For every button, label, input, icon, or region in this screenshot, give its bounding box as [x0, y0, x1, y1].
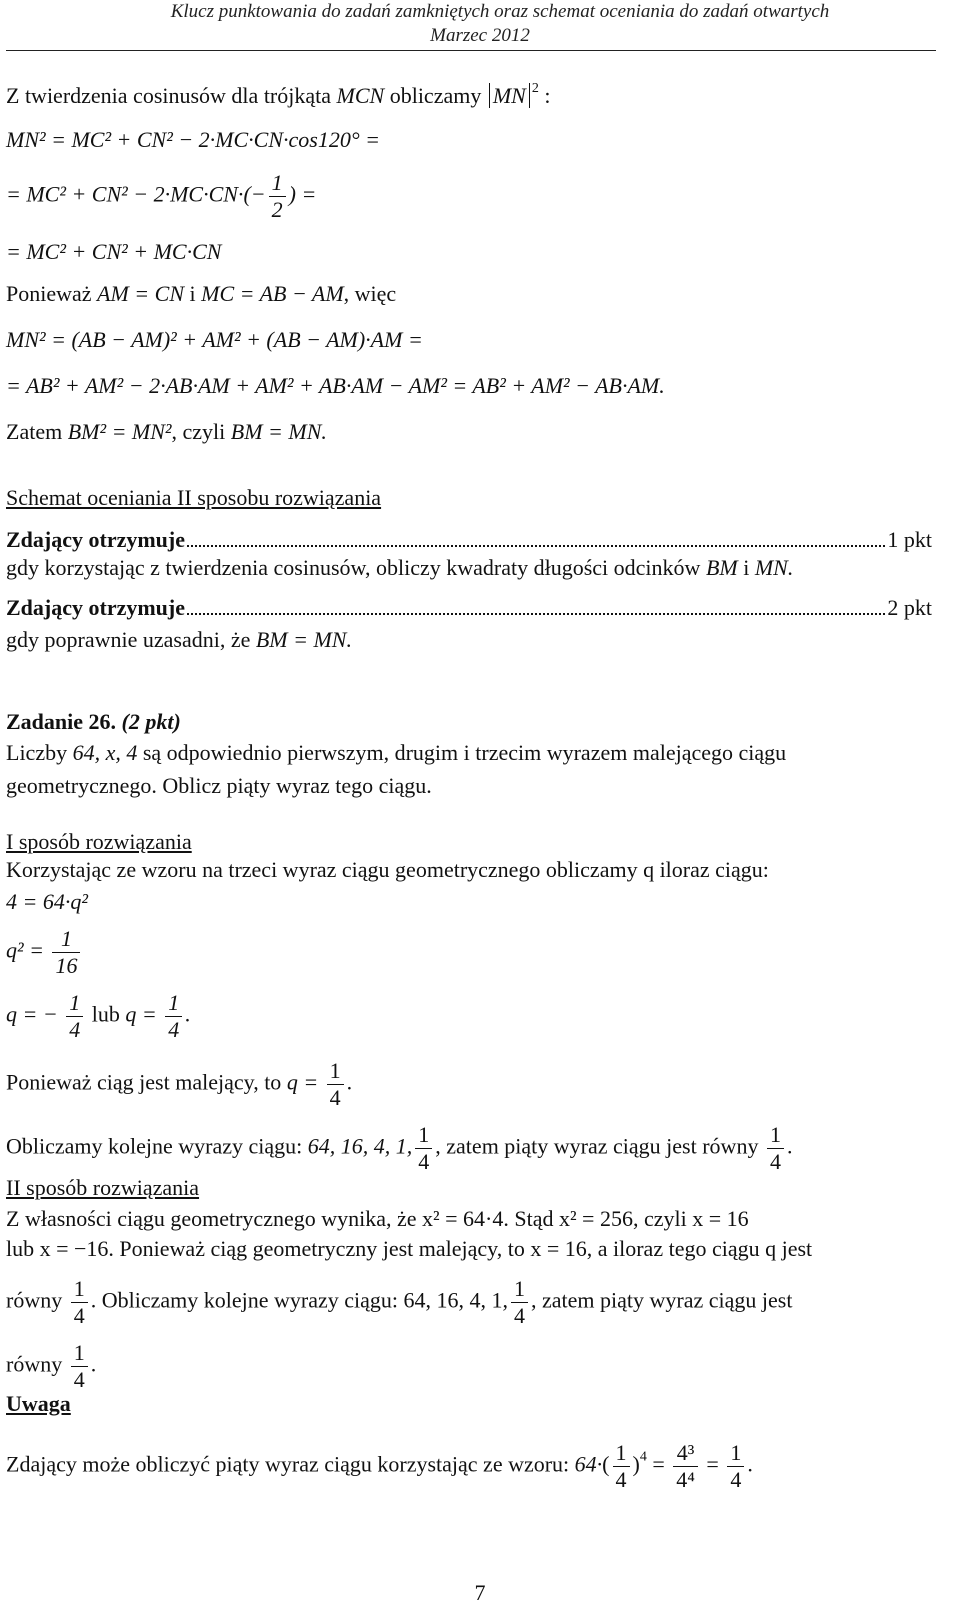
- equals-sign: =: [706, 1451, 719, 1477]
- fraction-denominator: 4: [514, 1303, 525, 1328]
- thus-equation-a: BM² = MN²: [67, 419, 172, 444]
- score-row-2: [6, 594, 932, 622]
- equation-2: = MC² + CN² − 2·MC·CN·(− $\frac{1}{2}$ ) =: [6, 170, 317, 222]
- since-word: Ponieważ: [6, 281, 92, 306]
- fraction-denominator: 4: [615, 1467, 627, 1492]
- equation-3: = MC² + CN² + MC·CN: [6, 239, 222, 264]
- header-title: Klucz punktowania do zadań zamkniętych oraz schemat oceniania do zadań otwartych: [170, 1, 830, 22]
- fraction-quarter: [71, 1276, 88, 1329]
- fraction-denominator: 16: [55, 953, 78, 978]
- fraction-denominator: 4: [73, 1303, 85, 1328]
- fraction-numerator: 1: [165, 990, 182, 1017]
- fraction-power: [673, 1440, 698, 1493]
- q-negative: q = −: [6, 1001, 58, 1027]
- since-condition-b: MC = AB − AM: [201, 281, 344, 306]
- page-header: [0, 0, 960, 48]
- method-1-since: [6, 1058, 352, 1111]
- since-conjunction: i: [189, 281, 196, 306]
- task-statement: [6, 738, 932, 768]
- fraction-numerator: 1: [71, 1340, 88, 1367]
- period: .: [185, 1001, 191, 1027]
- fraction-numerator: 1: [52, 926, 80, 953]
- task-text-b: są odpowiednio pierwszym, drugim i trzecim wyrazem malejącego ciągu: [142, 740, 787, 765]
- fraction-1-16: [52, 926, 80, 979]
- equation-2-start: = MC² + CN² − 2·MC·CN·: [6, 181, 244, 207]
- terms-text: Obliczamy kolejne wyrazy ciągu:: [6, 1133, 303, 1159]
- fraction-quarter: [415, 1122, 432, 1175]
- method-1-eq2: [6, 926, 83, 979]
- cosine-intro-text: Z twierdzenia cosinusów dla trójkąta: [6, 83, 332, 108]
- fraction-numerator: 1: [66, 990, 83, 1017]
- dot-leader: [187, 613, 885, 615]
- fraction-denominator: 4: [69, 1017, 81, 1042]
- fraction-numerator: 1: [767, 1122, 784, 1149]
- method-2-line1: Z własności ciągu geometrycznego wynika, że x² = 64·4. Stąd x² = 256, czyli x = 16: [6, 1206, 749, 1231]
- dot-leader: [187, 545, 885, 547]
- score-row-1-label: Zdający otrzymuje: [6, 527, 186, 552]
- task-text-a: Liczby: [6, 740, 68, 765]
- terms-tail: , zatem piąty wyraz ciągu jest: [531, 1287, 793, 1313]
- target-segment: MN: [489, 83, 530, 108]
- since-text: Ponieważ ciąg jest malejący, to: [6, 1069, 282, 1095]
- method-2-line2: lub x = −16. Ponieważ ciąg geometryczny jest malejący, to x = 16, a iloraz tego ciągu q jest: [6, 1236, 813, 1261]
- segment-bm: BM: [705, 555, 738, 580]
- since-tail: , więc: [343, 281, 397, 306]
- fraction-denominator: 4: [168, 1017, 180, 1042]
- task-statement-2: geometrycznego. Oblicz piąty wyraz tego ciągu.: [6, 773, 432, 798]
- note-title: Uwaga: [6, 1391, 71, 1416]
- period: .: [346, 1069, 353, 1095]
- page-number: 7: [474, 1580, 486, 1605]
- terms-sequence: 64, 16, 4, 1,: [307, 1133, 413, 1159]
- header-rule: [6, 50, 936, 51]
- equation-4: MN² = (AB − AM)² + AM² + (AB − AM)·AM =: [6, 327, 423, 352]
- method-1-eq1: 4 = 64·q²: [6, 889, 88, 914]
- task-title: [6, 708, 181, 736]
- score-row-1-points: 1 pkt: [887, 527, 932, 552]
- fraction-numerator: 4³: [673, 1440, 698, 1467]
- score-row-2-label: Zdający otrzymuje: [6, 595, 186, 620]
- or-word: lub: [91, 1001, 120, 1027]
- equation-2-end: =: [301, 181, 317, 207]
- fraction-numerator: 1: [415, 1122, 432, 1149]
- fraction-numerator: 1: [327, 1058, 344, 1085]
- note-base: 64·: [574, 1451, 603, 1477]
- fraction-quarter: [327, 1058, 344, 1111]
- fraction-denominator: 4: [769, 1149, 781, 1174]
- equals-sign: =: [652, 1451, 665, 1477]
- method-2-title: II sposób rozwiązania: [6, 1175, 200, 1200]
- since-condition-a: AM = CN: [97, 281, 184, 306]
- cosine-intro: [6, 82, 550, 110]
- fraction-numerator: 1: [613, 1440, 630, 1467]
- task-number: Zadanie 26.: [6, 709, 117, 734]
- equal-word: równy: [6, 1287, 63, 1313]
- method-2-line3: [6, 1276, 792, 1329]
- thus-word: Zatem: [6, 419, 63, 444]
- score-row-2-desc: [6, 626, 352, 654]
- note-body: Zdający może obliczyć piąty wyraz ciągu korzystając ze wzoru:: [6, 1451, 570, 1477]
- equation-1: MN² = MC² + CN² − 2·MC·CN·cos120° =: [6, 127, 380, 152]
- score-row-1: [6, 526, 932, 554]
- triangle-name: MCN: [336, 83, 385, 108]
- colon: :: [544, 83, 551, 108]
- cosine-intro-mid: obliczamy: [389, 83, 482, 108]
- equation-5: = AB² + AM² − 2·AB·AM + AM² + AB·AM − AM² = AB² + AM² − AB·AM.: [6, 373, 665, 398]
- score-row-2-points: 2 pkt: [887, 595, 932, 620]
- fraction-numerator: 1: [511, 1276, 528, 1303]
- fraction-quarter: [71, 1340, 88, 1393]
- terms-tail: , zatem piąty wyraz ciągu jest równy: [435, 1133, 759, 1159]
- fraction-denominator: 4: [73, 1367, 85, 1392]
- since-line: [6, 280, 396, 308]
- fraction-quarter: [66, 990, 83, 1043]
- conjunction-i: i: [743, 555, 750, 580]
- period: .: [747, 1451, 753, 1477]
- fraction-quarter: [727, 1440, 744, 1493]
- power-exponent: 4: [639, 1449, 647, 1465]
- thus-mid: , czyli: [171, 419, 226, 444]
- fraction-denominator: 4: [329, 1085, 341, 1110]
- fraction-numerator: 1: [727, 1440, 744, 1467]
- fraction-half: [269, 170, 286, 223]
- note-text: Zdający może obliczyć piąty wyraz ciągu korzystając ze wzoru: 64·( $\frac{1}{4}$ )$^4$ = $\frac{\text{4³}}{\text{4⁴}}$ = $\frac{1}{4}$ .: [6, 1440, 753, 1492]
- method-2-line4: [6, 1340, 96, 1393]
- half-denominator: 2: [271, 197, 283, 222]
- terms-text: . Obliczamy kolejne wyrazy ciągu: 64, 16, 4, 1,: [90, 1287, 508, 1313]
- fraction-quarter: [767, 1122, 784, 1175]
- score-row-1-text: gdy korzystając z twierdzenia cosinusów, obliczy kwadraty długości odcinków: [6, 555, 701, 580]
- q-value-label: q =: [286, 1069, 319, 1095]
- scheme-title: Schemat oceniania II sposobu rozwiązania: [6, 485, 382, 510]
- fraction-quarter: [165, 990, 182, 1043]
- thus-equation-b: BM = MN.: [230, 419, 327, 444]
- half-numerator: 1: [269, 170, 286, 197]
- fraction-denominator: 4⁴: [676, 1467, 695, 1492]
- method-1-intro: Korzystając ze wzoru na trzeci wyraz ciągu geometrycznego obliczamy q iloraz ciągu:: [6, 857, 769, 882]
- fraction-denominator: 4: [418, 1149, 430, 1174]
- q-positive: q =: [125, 1001, 157, 1027]
- header-date: Marzec 2012: [430, 25, 530, 46]
- score-row-2-math: BM = MN.: [255, 627, 352, 652]
- fraction-quarter: [613, 1440, 630, 1493]
- fraction-quarter: [511, 1276, 528, 1329]
- task-points: (2 pkt): [121, 709, 181, 734]
- task-numbers: 64, x, 4: [72, 740, 138, 765]
- equal-word: równy: [6, 1351, 63, 1377]
- method-1-title: I sposób rozwiązania: [6, 829, 192, 854]
- conclusion-line: [6, 418, 327, 446]
- method-1-eq3: [6, 990, 191, 1043]
- target-exponent: 2: [531, 81, 539, 96]
- q-squared-label: q² =: [6, 937, 44, 963]
- score-row-1-desc: [6, 554, 793, 582]
- period: .: [90, 1351, 97, 1377]
- period: .: [786, 1133, 793, 1159]
- fraction-denominator: 4: [730, 1467, 742, 1492]
- segment-mn: MN.: [754, 555, 794, 580]
- method-1-terms: [6, 1122, 792, 1175]
- score-row-2-text: gdy poprawnie uzasadni, że: [6, 627, 251, 652]
- fraction-numerator: 1: [71, 1276, 88, 1303]
